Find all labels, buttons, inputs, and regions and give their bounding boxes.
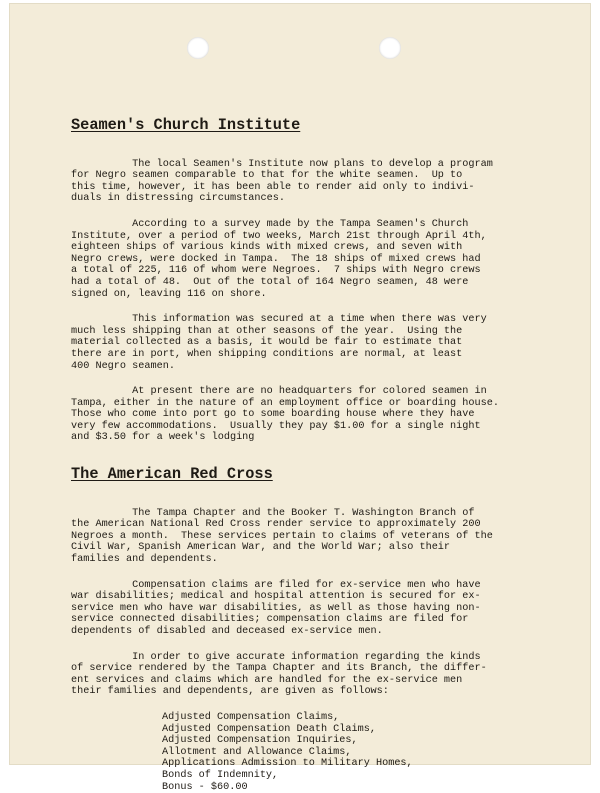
section-heading-seamens-church-institute: Seamen's Church Institute bbox=[71, 116, 301, 134]
list-item: Bonus - $60.00 bbox=[162, 781, 248, 793]
document-body bbox=[71, 116, 561, 793]
paragraph: According to a survey made by the Tampa Seamen's Church Institute, over a period of two weeks, March 21st through April 4th, eighteen ships of various kinds with mixed crews, and seven with Negro crews, were docked in Tampa. The 18 ships of mixed crews had a total of 225, 116 of whom were Negroes. 7 ships with Negro crews had a total of 48. Out of the total of 164 Negro seamen, 48 were signed on, leaving 116 on shore. bbox=[71, 218, 487, 300]
list-item: Adjusted Compensation Claims, bbox=[162, 711, 340, 723]
document-page bbox=[10, 4, 590, 793]
list-item: Adjusted Compensation Death Claims, bbox=[162, 723, 376, 735]
list-item: Allotment and Allowance Claims, bbox=[162, 746, 352, 758]
list-item: Adjusted Compensation Inquiries, bbox=[162, 735, 358, 747]
paragraph: The local Seamen's Institute now plans to develop a program for Negro seamen comparable to that for the white seamen. Up to this time, however, it has been able to render aid only to indivi- duals in distressing circumstances. bbox=[71, 158, 493, 205]
punch-hole-left bbox=[187, 37, 209, 59]
service-claims-list bbox=[71, 712, 561, 793]
paragraph: At present there are no headquarters for colored seamen in Tampa, either in the nature of an employment office or boarding house. Those who come into port go to some boarding house where they have very few accommodations. Usually they pay $1.00 for a single night and $3.50 for a week's lodging bbox=[71, 386, 499, 444]
section-heading-american-red-cross: The American Red Cross bbox=[71, 465, 273, 484]
paragraph: The Tampa Chapter and the Booker T. Washington Branch of the American National Red Cross render service to approximately 200 Negroes a month. These services pertain to claims of veterans of the Civil War, Spanish American War, and the World War; also their families and dependents. bbox=[71, 507, 493, 566]
paragraph: This information was secured at a time when there was very much less shipping than at other seasons of the year. Using the material collected as a basis, it would be fair to estimate that there are in port, when shipping conditions are normal, at least 400 Negro seamen. bbox=[71, 314, 487, 372]
list-item: Applications Admission to Military Homes, bbox=[162, 758, 413, 770]
list-item: Bonds of Indemnity, bbox=[162, 769, 279, 781]
paragraph: In order to give accurate information regarding the kinds of service rendered by the Tampa Chapter and its Branch, the differ- ent services and claims which are handled for the ex-service men their families and dependents, are given as follows: bbox=[71, 651, 487, 698]
paragraph: Compensation claims are filed for ex-service men who have war disabilities; medical and hospital attention is secured for ex- service men who have war disabilities, as well as those having non- service connected disabilities; compensation claims are filed for dependents of disabled and deceased ex-service men. bbox=[71, 579, 481, 637]
punch-hole-right bbox=[379, 37, 401, 59]
